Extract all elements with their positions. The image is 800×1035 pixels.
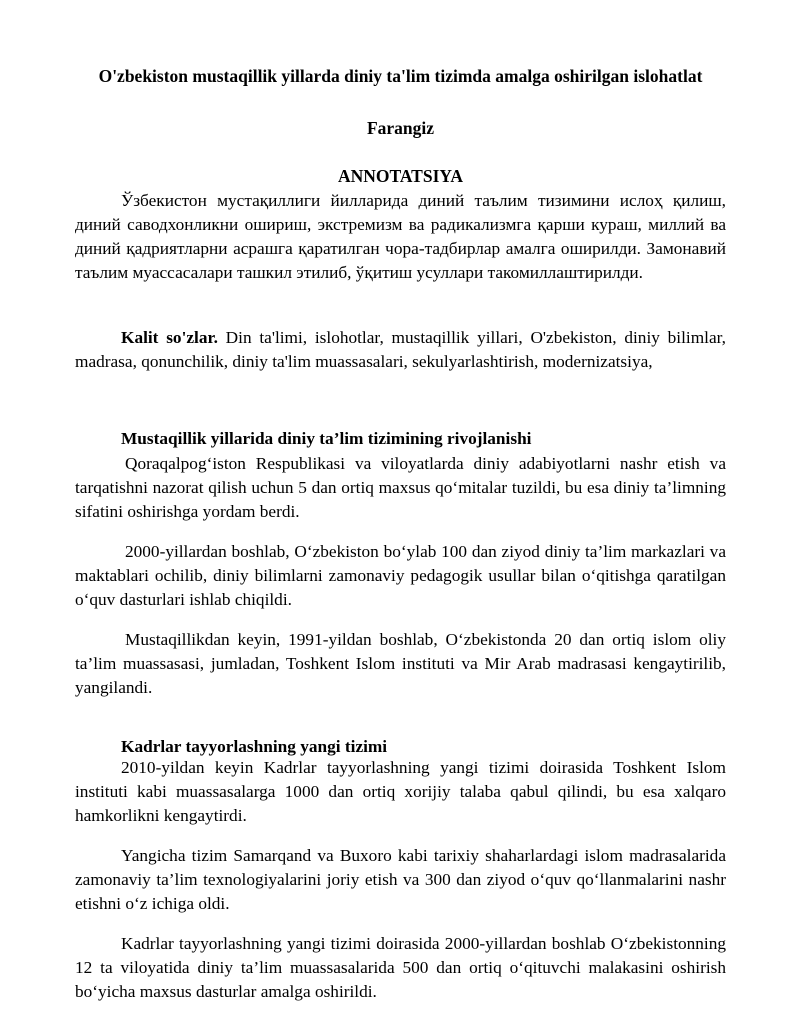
- annotation-paragraph: Ўзбекистон мустақиллиги йилларида диний таълим тизимини ислоҳ қилиш, диний саводхонликни ошириш, экстремизм ва радикализмга қарши кураш, миллий ва диний қадриятларни асрашга қаратилган чора-тадбирлар амалга оширилди. Замонавий таълим муассасалари ташкил этилиб, ўқитиш усуллари такомиллаштирилди.: [75, 191, 726, 282]
- section-heading-personnel: Kadrlar tayyorlashning yangi tizimi: [121, 737, 388, 756]
- keywords-text: Din ta'limi, islohotlar, mustaqillik yillari, O'zbekiston, diniy bilimlar, madrasa, qonunchilik, diniy ta'lim muassasalari, sekulyarlashtirish, modernizatsiya,: [75, 328, 726, 371]
- annotation-heading: ANNOTATSIYA: [337, 166, 464, 186]
- document-title: O'zbekiston mustaqillik yillarda diniy ta'lim tizimda amalga oshirilgan islohatlat: [98, 66, 703, 86]
- section-heading-development: Mustaqillik yillarida diniy ta’lim tizimining rivojlanishi: [121, 429, 532, 448]
- section2-paragraph-1: 2010-yildan keyin Kadrlar tayyorlashning yangi tizimi doirasida Toshkent Islom instituti kabi muassasalarga 1000 dan ortiq xorijiy talaba qabul qilindi, bu esa xalqaro hamkorlikni kengaytirdi.: [75, 758, 726, 825]
- keywords-label: Kalit so'zlar.: [121, 328, 218, 347]
- section2-paragraph-2: Yangicha tizim Samarqand va Buxoro kabi tarixiy shaharlardagi islom madrasalarida zamonaviy ta’lim texnologiyalarini joriy etish va 300 dan ziyod o‘quv qo‘llanmalarini nashr etishni o‘z ichiga oldi.: [75, 846, 726, 913]
- section1-paragraph-3: Mustaqillikdan keyin, 1991-yildan boshlab, O‘zbekistonda 20 dan ortiq islom oliy ta’lim muassasasi, jumladan, Toshkent Islom instituti va Mir Arab madrasasi kengaytirilib, yangilandi.: [75, 630, 726, 697]
- author-name: Farangiz: [366, 118, 435, 138]
- section1-paragraph-2: 2000-yillardan boshlab, O‘zbekiston bo‘ylab 100 dan ziyod diniy ta’lim markazlari va maktablari ochilib, diniy bilimlarni zamonaviy pedagogik usullar bilan o‘qitishga qaratilgan o‘quv dasturlari ishlab chiqildi.: [75, 542, 726, 609]
- section1-paragraph-1: Qoraqalpog‘iston Respublikasi va viloyatlarda diniy adabiyotlarni nashr etish va tarqatishni nazorat qilish uchun 5 dan ortiq maxsus qo‘mitalar tuzildi, bu esa diniy ta’limning sifatini oshirishga yordam berdi.: [75, 454, 726, 521]
- keywords-paragraph: [75, 326, 726, 374]
- section2-paragraph-3: Kadrlar tayyorlashning yangi tizimi doirasida 2000-yillardan boshlab O‘zbekistonning 12 ta viloyatida diniy ta’lim muassasalarida 500 dan ortiq o‘qituvchi malakasini oshirish bo‘yicha maxsus dasturlar amalga oshirildi.: [75, 934, 726, 1001]
